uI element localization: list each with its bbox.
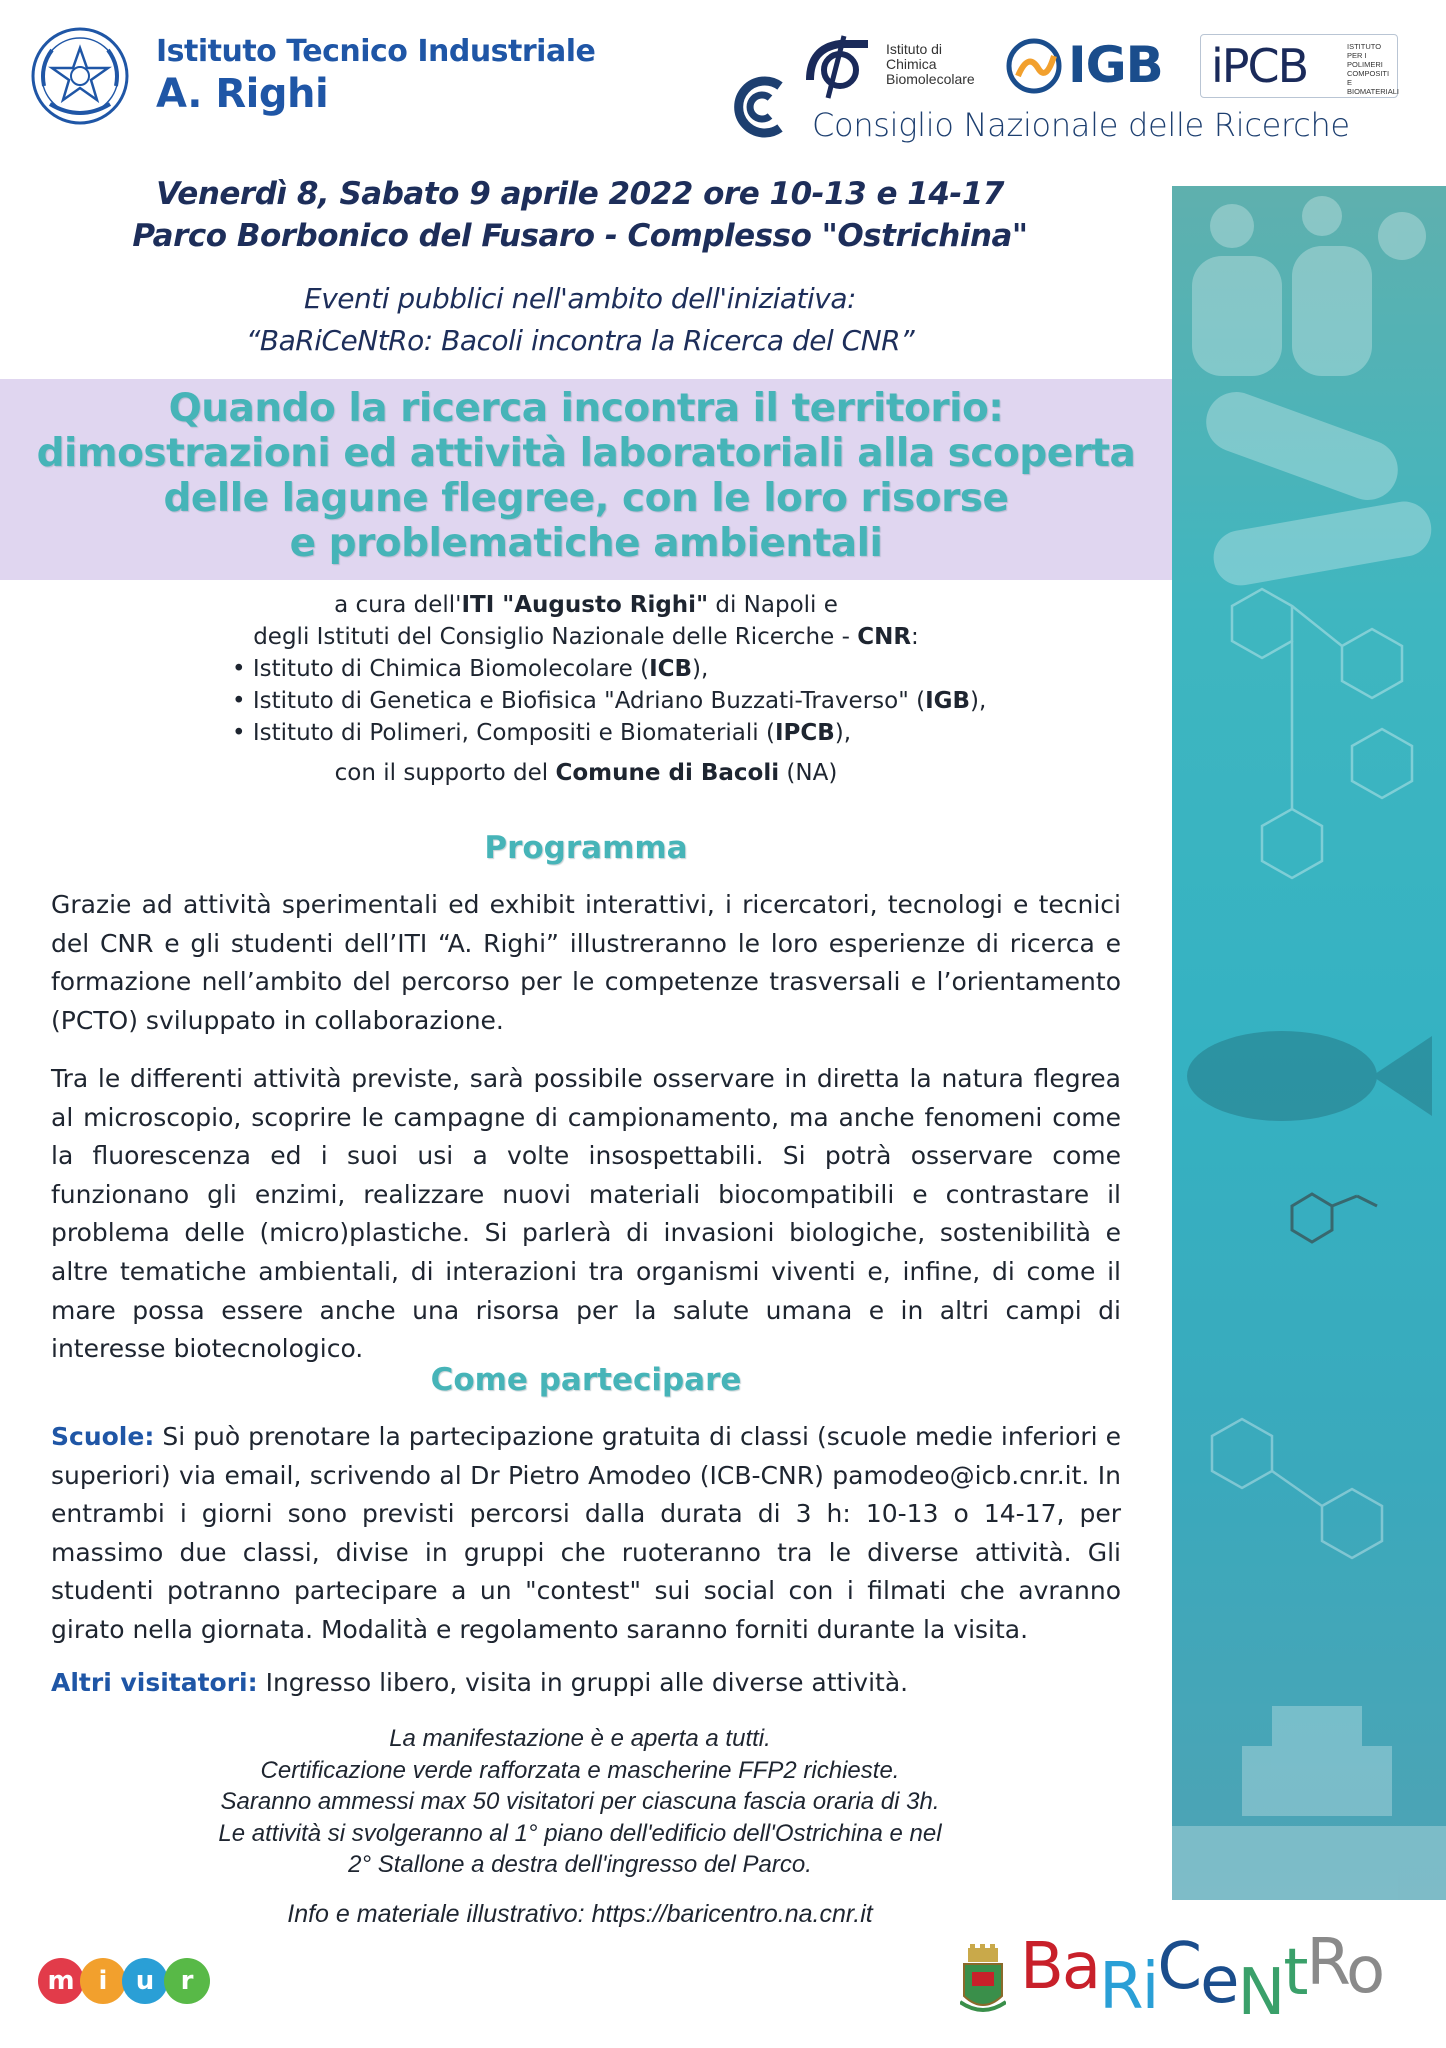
italian-republic-emblem	[30, 26, 130, 126]
support-comune: Comune di Bacoli	[555, 760, 780, 786]
icb-text-line: Istituto di	[886, 41, 943, 57]
baricentro-letter: R	[1099, 1950, 1142, 2024]
organizers-text: a cura dell'	[334, 592, 462, 618]
section-title-partecipare: Come partecipare	[430, 1362, 742, 1398]
note-line: Le attività si svolgeranno al 1° piano dell'edificio dell'Ostrichina e nel	[218, 1819, 942, 1847]
info-link[interactable]: Info e materiale illustrativo: https://baricentro.na.cnr.it	[287, 1900, 873, 1928]
baricentro-letter: B	[1020, 1930, 1062, 2004]
ipcb-subtitle	[1347, 42, 1399, 96]
baricentro-letter: C	[1157, 1930, 1201, 2004]
institute-acronym: IGB	[925, 688, 971, 714]
baricentro-letter: e	[1200, 1944, 1238, 2018]
organizers-line1	[0, 592, 1172, 618]
headline-line: dimostrazioni ed attività laboratoriali alla scoperta	[36, 431, 1136, 476]
school-name	[156, 34, 595, 117]
institute-acronym: ICB	[649, 656, 693, 682]
altri-text: Ingresso libero, visita in gruppi alle diverse attività.	[257, 1668, 909, 1697]
note-line: Saranno ammessi max 50 visitatori per ciascuna fascia oraria di 3h.	[220, 1788, 940, 1815]
igb-label: IGB	[1068, 36, 1163, 94]
headline	[0, 386, 1172, 566]
baricentro-letter: a	[1061, 1930, 1100, 2004]
note-line: La manifestazione è e aperta a tutti.	[389, 1725, 771, 1752]
baricentro-letter: N	[1237, 1956, 1284, 2030]
ipcb-label: iPCB	[1211, 39, 1308, 93]
institute-item	[232, 720, 851, 746]
miur-logo	[38, 1958, 206, 2008]
cnr-logo-icon	[724, 76, 790, 138]
programma-paragraph-2: Tra le differenti attività previste, sarà possibile osservare in diretta la natura flegrea al microscopio, scoprire le campagne di campionamento, ma anche fenomeni come la fluorescenza ed i suoi usi a volte insospettabili. Si potrà osservare come funzionano gli enzimi, realizzare nuovi materiali biocompatibili e contrastare il problema delle (micro)plastiche. Si parlerà di invasioni biologiche, sostenibilità e altre tematiche ambientali, di interazioni tra organismi viventi e, infine, di come il mare possa essere anche una risorsa per la salute umana e in altri campi di interesse biotecnologico.	[51, 1064, 1121, 1364]
institute-text: • Istituto di Genetica e Biofisica "Adriano Buzzati-Traverso" (	[232, 688, 926, 714]
event-location: Parco Borbonico del Fusaro - Complesso "Ostrichina"	[132, 218, 1028, 254]
organizers-line2	[0, 624, 1172, 650]
icb-text	[886, 42, 975, 87]
miur-letter: i	[80, 1958, 126, 2004]
headline-line: delle lagune flegree, con le loro risorse	[163, 476, 1009, 521]
baricentro-letter: R	[1306, 1926, 1346, 2000]
icb-text-line: Biomolecolare	[886, 71, 975, 87]
comune-bacoli-coat-of-arms-icon	[960, 1944, 1006, 2020]
institute-item	[232, 656, 708, 682]
miur-letter: m	[38, 1958, 84, 2004]
school-name-line1: Istituto Tecnico Industriale	[156, 34, 596, 69]
public-events-line: Eventi pubblici nell'ambito dell'iniziativa:	[304, 282, 856, 315]
institute-text: ),	[970, 688, 987, 714]
igb-logo-icon	[1004, 34, 1064, 98]
ipcb-subtitle-line: ISTITUTO PER I	[1347, 42, 1382, 60]
ipcb-logo	[1200, 34, 1398, 98]
programma-paragraph-1: Grazie ad attività sperimentali ed exhibit interattivi, i ricercatori, tecnologi e tecnici del CNR e gli studenti dell’ITI “A. Righi” illustreranno le loro esperienze di ricerca e formazione nell’ambito del percorso per le competenze trasversali e l’orientamento (PCTO) sviluppato in collaborazione.	[51, 890, 1121, 1035]
support-text: (NA)	[779, 760, 838, 786]
scuole-text: Si può prenotare la partecipazione gratuita di classi (scuole medie inferiori e superiori) via email, scrivendo al Dr Pietro Amodeo (ICB-CNR) pamodeo@icb.cnr.it. In entrambi i giorni sono previsti percorsi dalla durata di 3 h: 10-13 o 14-17, per massimo due classi, divise in gruppi che ruoteranno tra le diverse attività. Gli studenti potranno partecipare a un "contest" sui social con i filmati che avranno girato nella giornata. Modalità e regolamento saranno forniti durante la visita.	[51, 1422, 1121, 1644]
baricentro-letter: t	[1283, 1936, 1307, 2010]
event-date: Venerdì 8, Sabato 9 aprile 2022 ore 10-13 e 14-17	[156, 176, 1004, 212]
ipcb-subtitle-line: COMPOSITI E	[1347, 69, 1390, 87]
support-text: con il supporto del	[334, 760, 556, 786]
organizer-iti: ITI "Augusto Righi"	[461, 592, 709, 618]
institute-text: • Istituto di Chimica Biomolecolare (	[232, 656, 650, 682]
institute-text: ),	[692, 656, 709, 682]
school-name-line2: A. Righi	[156, 71, 329, 117]
altri-label: Altri visitatori:	[51, 1668, 258, 1697]
organizers-text: degli Istituti del Consiglio Nazionale delle Ricerche -	[253, 624, 858, 650]
institute-acronym: IPCB	[774, 720, 835, 746]
organizers-text: di Napoli e	[708, 592, 838, 618]
institute-text: • Istituto di Polimeri, Compositi e Biomateriali (	[232, 720, 775, 746]
note-line: Certificazione verde rafforzata e mascherine FFP2 richieste.	[260, 1756, 900, 1784]
ipcb-subtitle-line: POLIMERI	[1347, 60, 1383, 69]
section-title-programma: Programma	[484, 830, 688, 866]
ipcb-subtitle-line: BIOMATERIALI	[1347, 87, 1399, 96]
scuole-paragraph	[51, 1418, 1121, 1650]
note-line: 2° Stallone a destra dell'ingresso del Parco.	[348, 1851, 812, 1878]
cnr-name: Consiglio Nazionale delle Ricerche	[812, 106, 1350, 144]
headline-line: Quando la ricerca incontra il territorio:	[168, 386, 1004, 431]
headline-line: e problematiche ambientali	[289, 521, 883, 566]
notes	[0, 1723, 1160, 1881]
initiative-name: “BaRiCeNtRo: Bacoli incontra la Ricerca del CNR”	[245, 324, 915, 357]
institute-text: ),	[834, 720, 852, 746]
institute-item	[232, 688, 986, 714]
decorative-image-strip	[1172, 186, 1446, 1900]
miur-letter: u	[122, 1958, 168, 2004]
organizers-text: :	[911, 624, 919, 650]
scuole-label: Scuole:	[51, 1422, 155, 1451]
icb-logo-icon	[800, 30, 880, 100]
organizer-cnr: CNR	[857, 624, 912, 650]
baricentro-logo	[1020, 1926, 1440, 2030]
baricentro-letter: o	[1346, 1934, 1384, 2008]
miur-letter: r	[164, 1958, 210, 2004]
icb-text-line: Chimica	[886, 56, 937, 72]
altri-paragraph	[51, 1664, 1121, 1703]
support-line	[0, 760, 1172, 786]
baricentro-letter: i	[1141, 1950, 1158, 2024]
